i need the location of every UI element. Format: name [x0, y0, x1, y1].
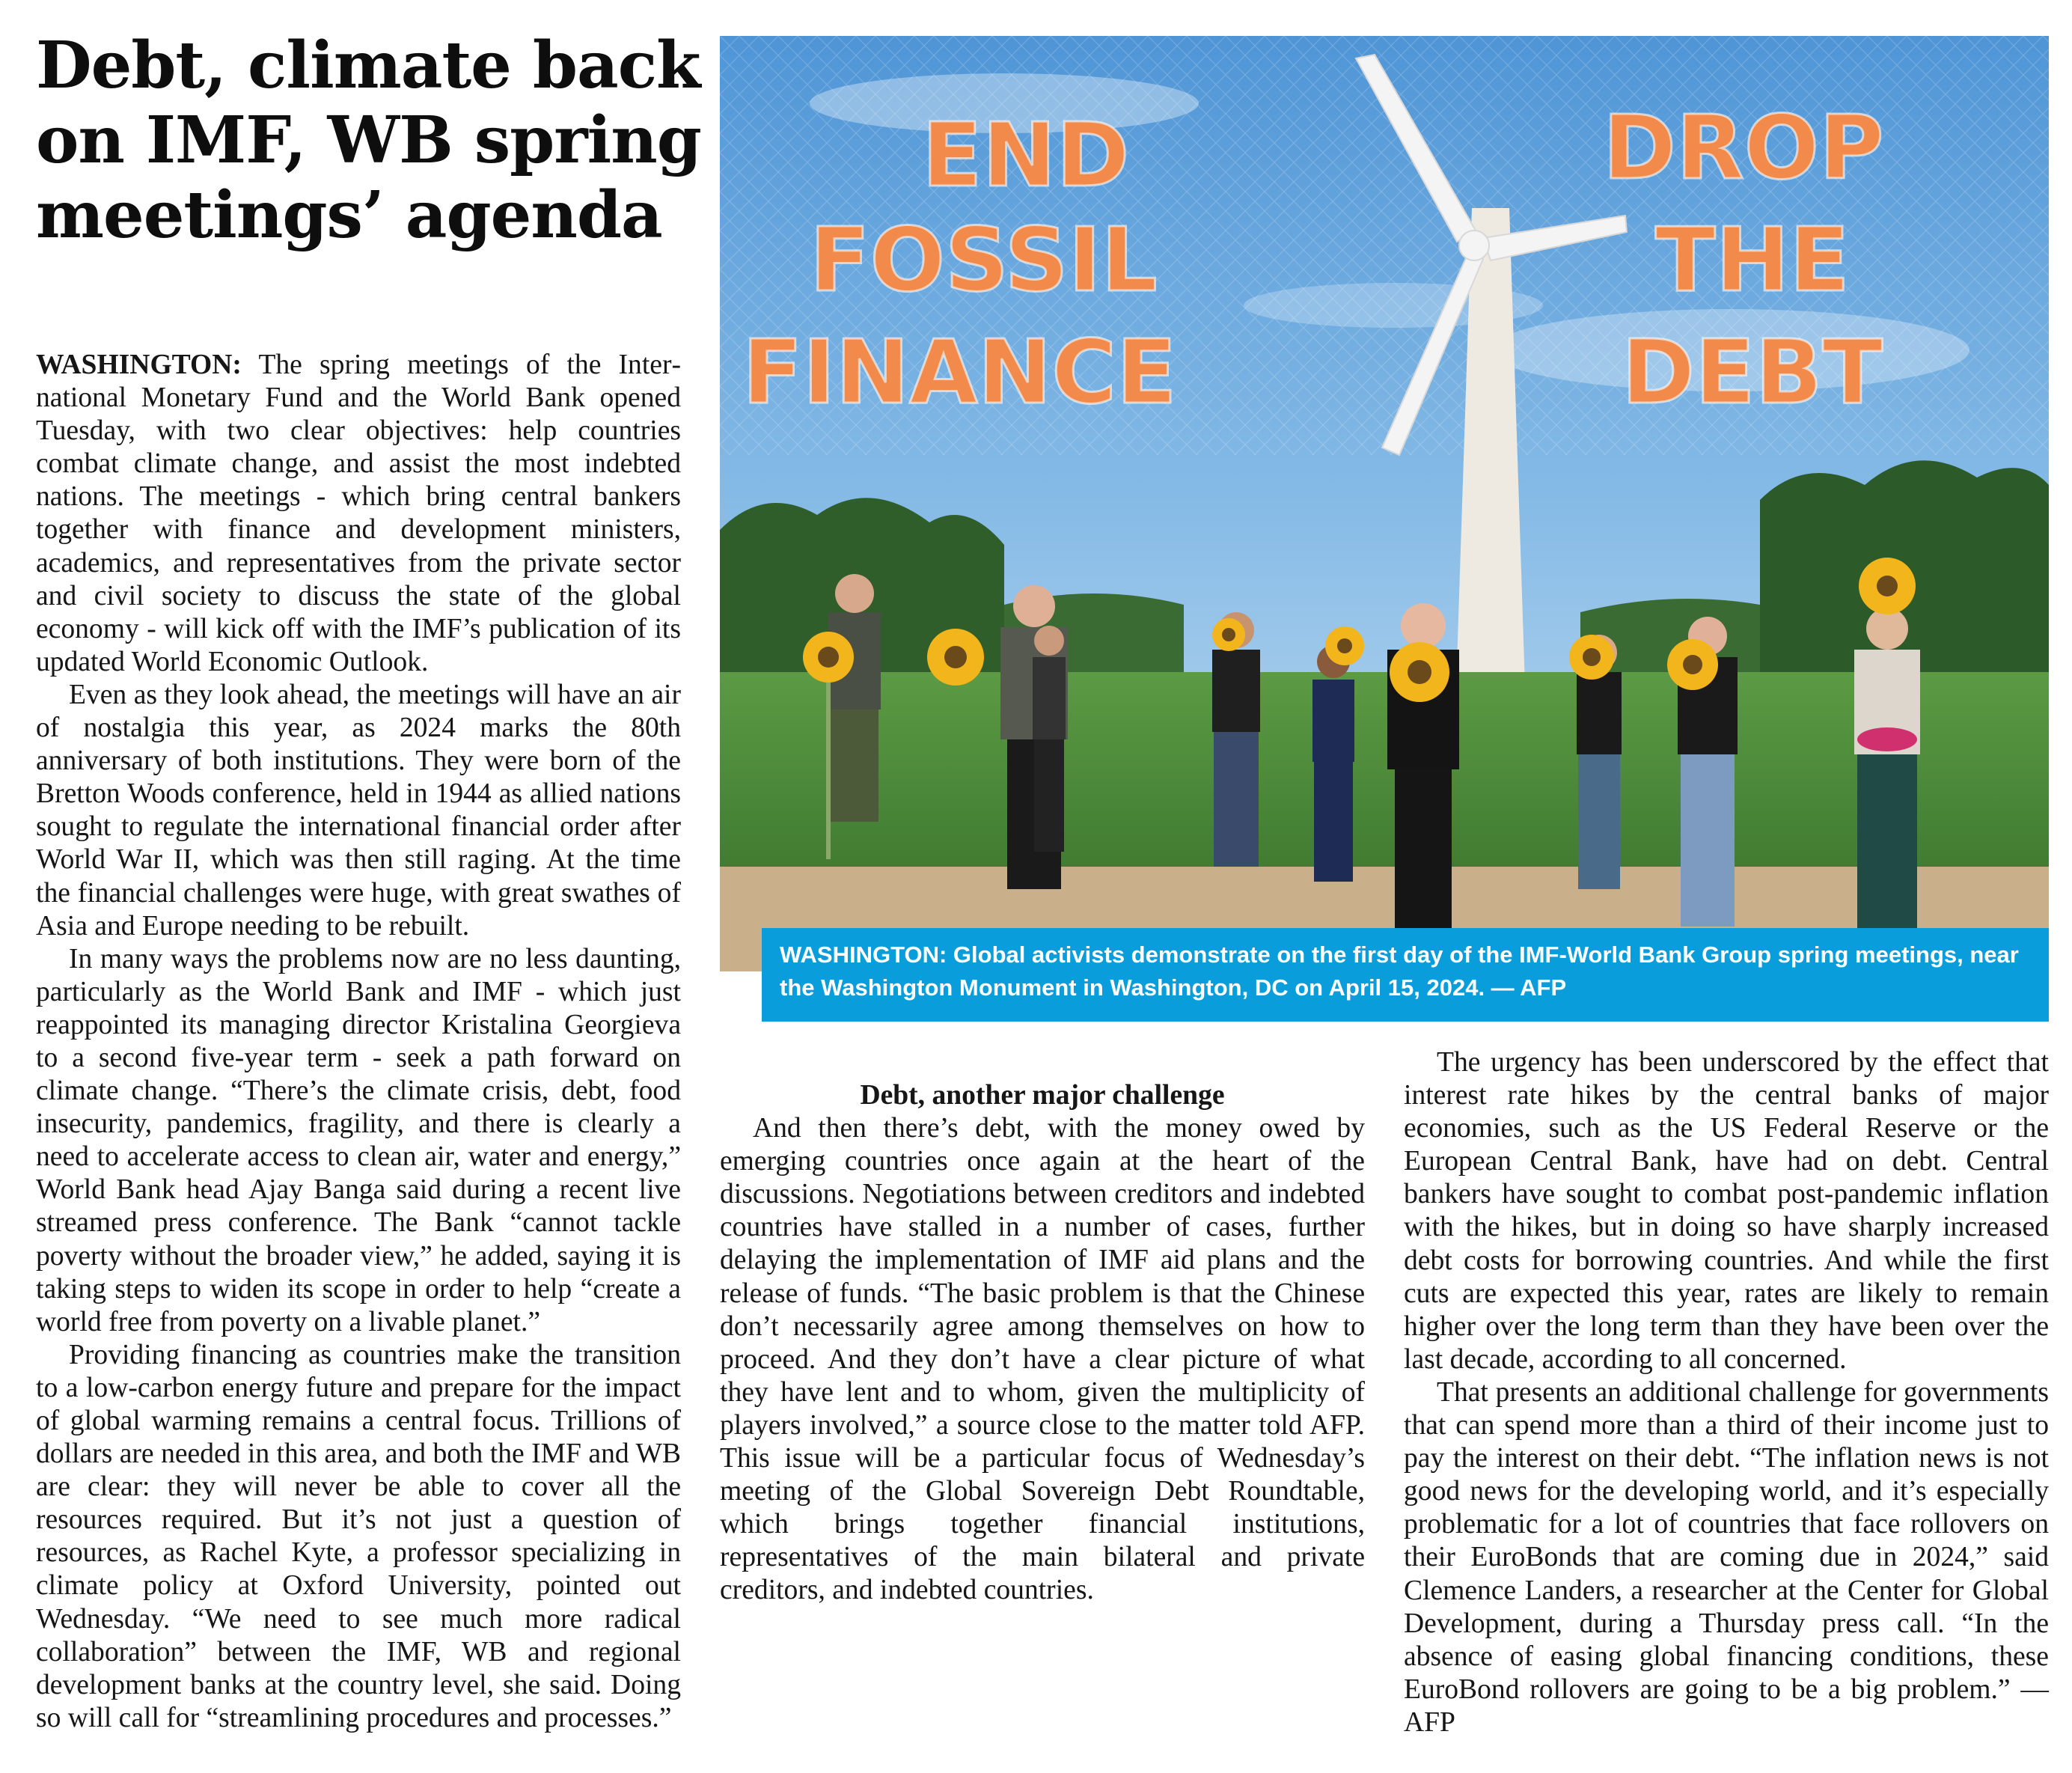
paragraph-7: That presents an additional challenge for governments that can spend more than a third of their income just to pay the interest on their debt. “The inflation news is not good news for the developing world, and it’s especially problematic for a lot of countries that face rollovers on their EuroBonds that are coming due in 2024,” said Clemence Landers, a researcher at the Center for Global Development, during a Thursday press call. “In the absence of easing global financing conditions, these EuroBond rollovers are going to be a big problem.” — AFP — [1404, 1376, 2049, 1738]
subheading: Debt, another major challenge — [860, 1080, 1225, 1111]
paragraph-4: Providing financing as countries make the transition to a low-carbon energy future and prepare for the impact of global warming remains a central focus. Trillions of dollars are needed in this area, and both the IMF and WB are clear: they will never be able to cover all the resources required. But it’s not just a question of resources, as Rachel Kyte, a professor specializing in climate policy at Oxford University, pointed out Wednesday. “We need to see much more radical collaboration” between the IMF, WB and regional development banks at the country level, she said. Doing so will call for “streamlining procedures and processes.” — [36, 1339, 681, 1733]
photo-caption: WASHINGTON: Global activists demonstrate on the first day of the IMF-World Bank Group spring meetings, near the Washington Monument in Washington, DC on April 15, 2024. — AFP — [762, 928, 2049, 1022]
banner-right-line-1: DROP — [1603, 96, 1884, 199]
article-column-2 — [720, 1046, 1365, 1608]
headline: Debt, climate back on IMF, WB spring meetings’ agenda — [36, 28, 701, 253]
banner-left-line-2: FOSSIL — [810, 208, 1158, 311]
paragraph-1-text: The spring meetings of the International Monetary Fund and the World Bank opened Tuesday, with two clear objectives: help countries combat climate change, and assist the most indebted nations. The meetings - which bring central bankers together with finance and development ministers, academics, and representatives from the private sector and civil society to discuss the state of the global economy - will kick off with the IMF’s publication of its updated World Economic Outlook. — [36, 350, 681, 677]
article-column-3 — [1404, 1046, 2049, 1739]
banner-right-line-3: DEBT — [1622, 320, 1883, 424]
paragraph-6: The urgency has been underscored by the effect that interest rate hikes by the central banks of major economies, such as the US Federal Reserve or the European Central Bank, have had on debt. Central bankers have sought to combat post-pandemic inflation with the hikes, but in doing so have sharply increased debt costs for borrowing countries. And while the first cuts are expected this year, rates are likely to remain higher over the long term than they have been over the last decade, according to all concerned. — [1404, 1047, 2049, 1375]
paragraph-2: Even as they look ahead, the meetings will have an air of nostalgia this year, as 2024 marks the 80th anniversary of both institutions. They were born of the Bretton Woods conference, held in 1944 as allied nations sought to regulate the international financial order after World War II, which was then still raging. At the time the financial challenges were huge, with great swathes of Asia and Europe needing to be rebuilt. — [36, 679, 681, 942]
banner-right-line-2: THE — [1655, 208, 1850, 311]
paragraph-3: In many ways the problems now are no less daunting, particularly as the World Bank and IMF - which just reappointed its managing director Kristalina Georgieva to a second five-year term - seek a path forward on climate change. “There’s the climate crisis, debt, food insecurity, pandemics, fragility, and there is clearly a need to accelerate access to clean air, water and energy,” World Bank head Ajay Banga said during a recent live streamed press conference. The Bank “cannot tackle poverty without the broader view,” he added, saying it is taking steps to widen its scope in order to help “create a world free from poverty on a livable planet.” — [36, 943, 681, 1337]
news-photo — [720, 36, 2049, 971]
paragraph-1 — [36, 349, 681, 679]
banner-left-line-1: END — [922, 103, 1130, 207]
banner-left-line-3: FINANCE — [742, 320, 1177, 424]
paragraph-5: And then there’s debt, with the money owed by emerging countries once again at the heart of the discussions. Negotiations between creditors and indebted countries have stalled in a number of cases, further delaying the implementation of IMF aid plans and the release of funds. “The basic problem is that the Chinese don’t necessarily agree among themselves on how to proceed. And they don’t have a clear picture of what they have lent and to whom, given the multiplicity of players involved,” a source close to the matter told AFP. This issue will be a particular focus of Wednesday’s meeting of the Global Sovereign Debt Roundtable, which brings together financial institutions, representatives of the main bilateral and private creditors, and indebted countries. — [720, 1113, 1365, 1606]
article-column-1 — [36, 349, 681, 1735]
dateline: WASHINGTON: — [36, 350, 242, 380]
